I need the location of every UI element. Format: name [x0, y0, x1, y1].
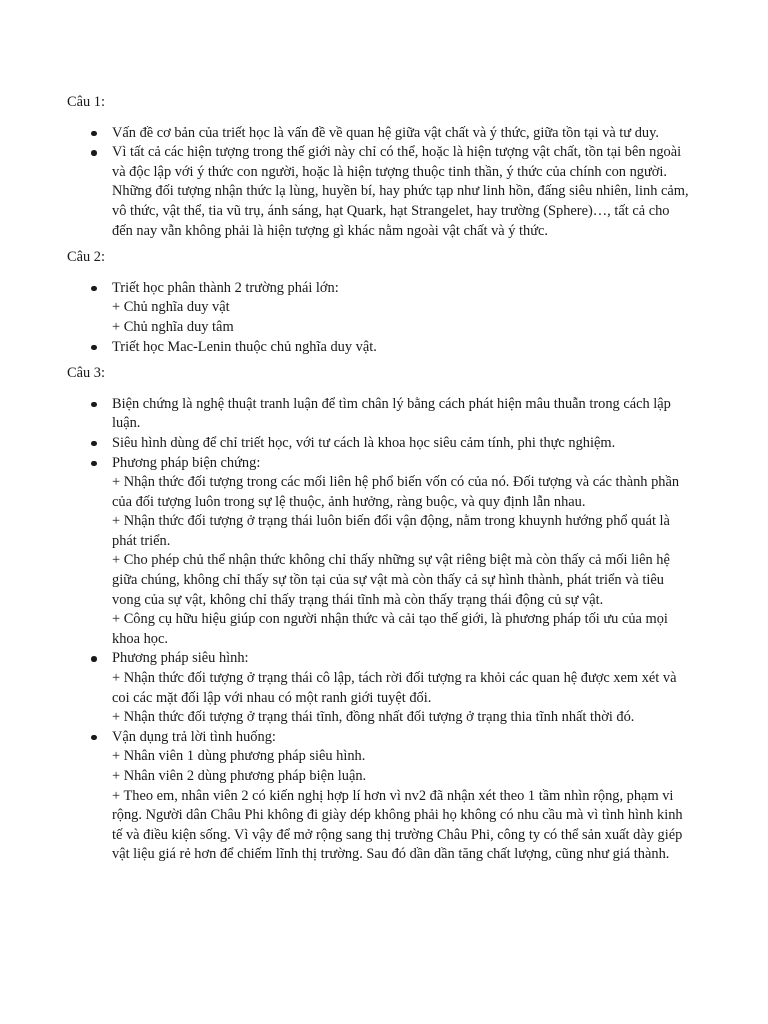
bullet-list [67, 395, 692, 865]
list-item [67, 279, 692, 338]
list-item-subline: + Nhận thức đối tượng trong các mối liên hệ phổ biến vốn có của nó. Đối tượng và các thành phần của đối tượng luôn trong sự lệ thuộc, ảnh hưởng, ràng buộc, và quy định lẫn nhau. [112, 474, 680, 510]
list-item-text: Biện chứng là nghệ thuật tranh luận để tìm chân lý bằng cách phát hiện mâu thuẫn trong cách lập luận. [112, 395, 671, 432]
list-item-text: Vận dụng trả lời tình huống: [112, 728, 276, 745]
list-item-subline: + Chủ nghĩa duy vật [112, 299, 230, 316]
list-item-subline: + Nhận thức đối tượng ở trạng thái tĩnh, đồng nhất đối tượng ở trạng thia tĩnh nhất thời đó. [112, 709, 635, 726]
list-item [67, 728, 692, 865]
list-item-subline: + Nhận thức đối tượng ở trạng thái cô lập, tách rời đối tượng ra khỏi các quan hệ được xem xét và coi các mặt đối lập với nhau có một ranh giới tuyệt đối. [112, 670, 677, 706]
list-item-subline: + Nhận thức đối tượng ở trạng thái luôn biến đổi vận động, nằm trong khuynh hướng phổ quát là phát triển. [112, 513, 670, 549]
section-cau-2 [67, 248, 692, 357]
list-item-subline: + Chủ nghĩa duy tâm [112, 318, 234, 335]
list-item-subline: + Nhân viên 2 dùng phương pháp biện luận. [112, 768, 367, 784]
list-item-text: Phương pháp siêu hình: [112, 650, 249, 667]
list-item [67, 124, 692, 144]
list-item [67, 338, 692, 358]
section-cau-3 [67, 364, 692, 865]
list-item-subline: + Theo em, nhân viên 2 có kiến nghị hợp lí hơn vì nv2 đã nhận xét theo 1 tầm nhìn rộng, phạm vi rộng. Người dân Châu Phi không đi giày dép không phải họ không có nhu cầu mà vì tình hình kinh tế và điều kiện sống. Vì vậy để mở rộng sang thị trường Châu Phi, công ty có thể sản xuất dày giép vật liệu giá rẻ hơn để chiếm lĩnh thị trường. Sau đó dần dần tăng chất lượng, cũng như giá thành. [112, 787, 683, 863]
list-item-text: Vì tất cả các hiện tượng trong thế giới này chỉ có thể, hoặc là hiện tượng vật chất, tồn tại bên ngoài và độc lập với ý thức con người, hoặc là hiện tượng thuộc tinh thần, ý thức của chính con người. Những đối tượng nhận thức lạ lùng, huyền bí, hay phức tạp như linh hồn, đấng siêu nhiên, linh cảm, vô thức, vật thể, tia vũ trụ, ánh sáng, hạt Quark, hạt Strangelet, hay trường (Sphere)…, tất cả cho đến nay vẫn không phải là hiện tượng gì khác nằm ngoài vật chất và ý thức. [112, 144, 689, 239]
list-item [67, 434, 692, 454]
list-item [67, 143, 692, 241]
bullet-list [67, 279, 692, 357]
list-item-subline: + Công cụ hữu hiệu giúp con người nhận thức và cải tạo thế giới, là phương pháp tối ưu của mọi khoa học. [112, 611, 668, 647]
list-item [67, 395, 692, 434]
list-item-text: Triết học Mac-Lenin thuộc chủ nghĩa duy vật. [112, 338, 377, 355]
list-item-text: Siêu hình dùng để chỉ triết học, với tư cách là khoa học siêu cảm tính, phi thực nghiệm. [112, 434, 616, 451]
list-item-text: Phương pháp biện chứng: [112, 454, 261, 471]
list-item-text: Triết học phân thành 2 trường phái lớn: [112, 279, 339, 296]
section-heading: Câu 3: [67, 365, 105, 382]
section-heading: Câu 1: [67, 94, 105, 110]
list-item [67, 454, 692, 650]
list-item [67, 649, 692, 727]
section-cau-1 [67, 93, 692, 241]
bullet-list [67, 124, 692, 242]
list-item-subline: + Nhân viên 1 dùng phương pháp siêu hình. [112, 748, 366, 765]
section-heading: Câu 2: [67, 249, 105, 266]
list-item-text: Vấn đề cơ bản của triết học là vấn đề về quan hệ giữa vật chất và ý thức, giữa tồn tại và tư duy. [112, 124, 659, 141]
list-item-subline: + Cho phép chủ thể nhận thức không chỉ thấy những sự vật riêng biệt mà còn thấy cả mối liên hệ giữa chúng, không chỉ thấy sự tồn tại của sự vật mà còn thấy cả sự hình thành, phát triển và tiêu vong của sự vật, không chỉ thấy trạng thái tĩnh mà còn thấy trạng thái động củ sự vật. [112, 552, 670, 608]
